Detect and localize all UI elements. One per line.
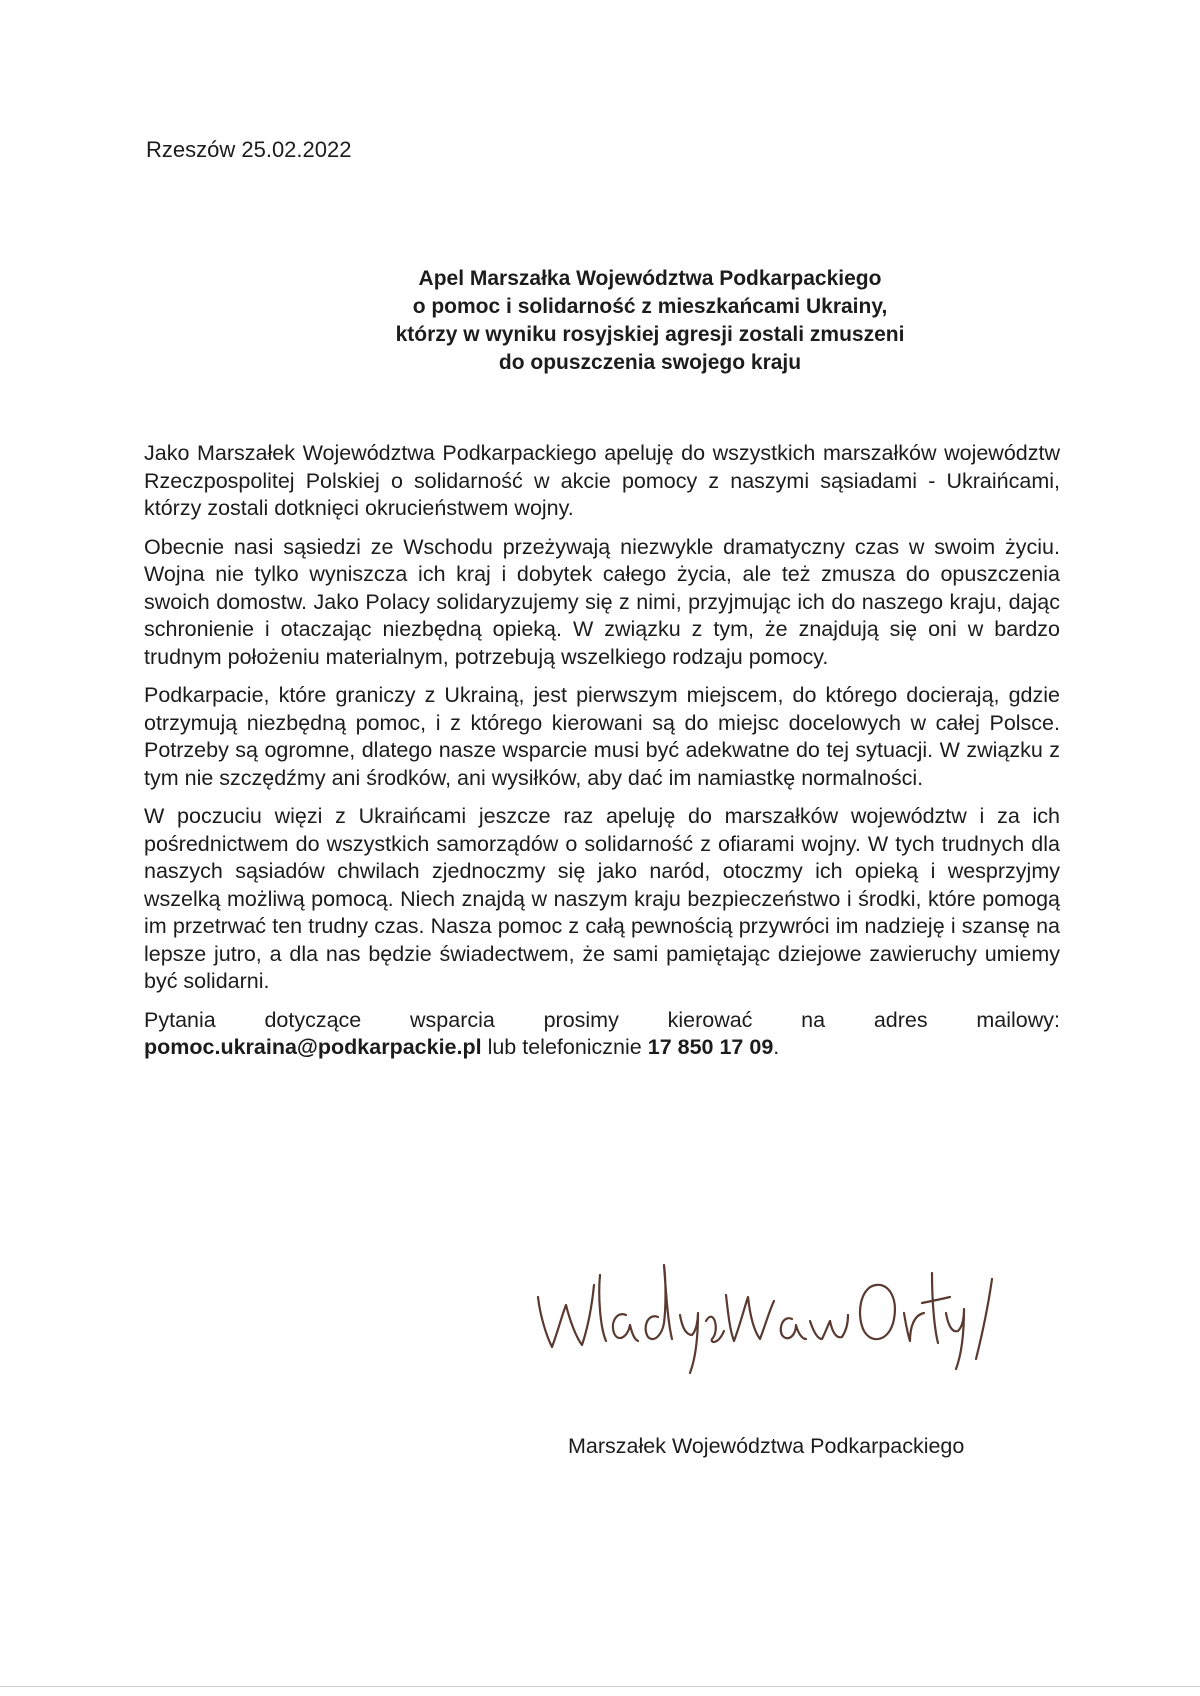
title-line: do opuszczenia swojego kraju [498,351,802,374]
handwritten-signature [530,1235,1000,1375]
signatory-title: Marszałek Województwa Podkarpackiego [568,1434,965,1458]
contact-connector: lub telefonicznie [481,1035,648,1059]
contact-details [144,1034,1060,1062]
contact-end: . [773,1035,780,1059]
title-line: którzy w wyniku rosyjskiej agresji zostali zmuszeni [395,323,905,346]
place-date: Rzeszów 25.02.2022 [146,137,352,162]
contact-email[interactable]: pomoc.ukraina@podkarpackie.pl [144,1035,482,1059]
page-edge-divider [0,1686,1200,1687]
letter-title [200,265,1100,377]
body-paragraph: Jako Marszałek Województwa Podkarpackiego apeluję do wszystkich marszałków województw Rzeczpospolitej Polskiej o solidarność w akcie pomocy z naszymi sąsiadami - Ukraińcami, którzy zostali dotknięci okrucieństwem wojny. [144,441,1060,520]
body-paragraph: W poczuciu więzi z Ukraińcami jeszcze raz apeluję do marszałków województw i za ich pośrednictwem do wszystkich samorządów o solidarność z ofiarami wojny. W tych trudnych dla naszych sąsiadów chwilach zjednoczmy się jako naród, otoczmy ich opieką i wesprzyjmy wszelką możliwą pomocą. Niech znajdą w naszym kraju bezpieczeństwo i środki, które pomogą im przetrwać ten trudny czas. Nasza pomoc z całą pewnością przywróci im nadzieję i szansę na lepsze jutro, a dla nas będzie świadectwem, że sami pamiętając dziejowe zawieruchy umiemy być solidarni. [144,804,1060,993]
contact-paragraph [144,1007,1060,1062]
letter-body [144,440,1060,1073]
title-line: Apel Marszałka Województwa Podkarpackiego [418,267,882,290]
title-line: o pomoc i solidarność z mieszkańcami Ukrainy, [412,295,888,318]
contact-intro: Pytania dotyczące wsparcia prosimy kierować na adres mailowy: [144,1007,1060,1032]
body-paragraph: Obecnie nasi sąsiedzi ze Wschodu przeżywają niezwykle dramatyczny czas w swoim życiu. Wojna nie tylko wyniszcza ich kraj i dobytek całego życia, ale też zmusza do opuszczenia swoich domostw. Jako Polacy solidaryzujemy się z nimi, przyjmując ich do naszego kraju, dając schronienie i otaczając niezbędną opieką. W związku z tym, że znajdują się oni w bardzo trudnym położeniu materialnym, potrzebują wszelkiego rodzaju pomocy. [144,534,1060,669]
body-paragraph: Podkarpacie, które graniczy z Ukrainą, jest pierwszym miejscem, do którego docierają, gdzie otrzymują niezbędną pomoc, i z którego kierowani są do miejsc docelowych w całej Polsce. Potrzeby są ogromne, dlatego nasze wsparcie musi być adekwatne do tej sytuacji. W związku z tym nie szczędźmy ani środków, ani wysiłków, aby dać im namiastkę normalności. [144,683,1060,790]
contact-phone[interactable]: 17 850 17 09 [647,1035,774,1059]
